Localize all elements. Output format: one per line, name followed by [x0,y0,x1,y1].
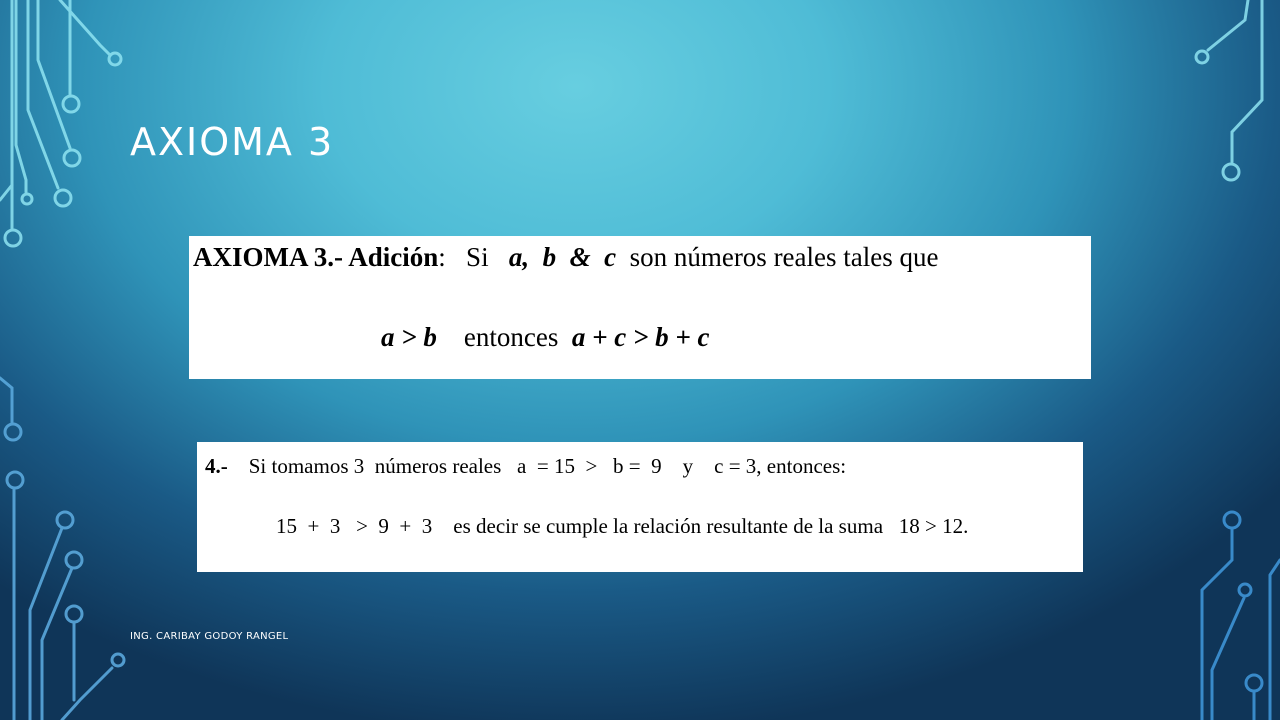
example-number: 4.- [205,454,228,478]
example-explanation: es decir se cumple la relación resultante de la suma [453,514,884,538]
axiom-label: AXIOMA 3.- Adición [193,242,439,272]
circuit-bottom-left [0,378,124,720]
slide-footer: ING. CARIBAY GODOY RANGEL [130,631,289,642]
axiom-condition: a > b [381,322,437,352]
axiom-entonces: entonces [463,322,559,352]
axiom-statement [193,240,938,274]
axiom-var-c: c [604,242,617,272]
example-expression: 15 + 3 > 9 + 3 [276,514,433,538]
circuit-bottom-right [1202,512,1280,720]
axiom-colon: : [438,242,446,272]
circuit-top-left [0,0,121,246]
axiom-var-b: b [542,242,557,272]
example-box [197,442,1083,572]
axiom-implication [381,320,709,354]
example-sentence: Si tomamos 3 números reales a = 15 > b = 9 y c = 3, entonces: [248,454,847,478]
example-line-2 [276,512,968,540]
axiom-ampersand: & [569,242,591,272]
circuit-top-right [1196,0,1262,180]
axiom-tail: son números reales tales que [629,242,939,272]
axiom-var-a: a, [508,242,530,272]
example-line-1 [205,452,846,480]
axiom-si: Si [466,242,489,272]
axiom-definition-box [189,236,1091,379]
example-conclusion: 18 > 12. [898,514,969,538]
axiom-result: a + c > b + c [571,322,710,352]
slide-title: AXIOMA 3 [130,120,335,164]
